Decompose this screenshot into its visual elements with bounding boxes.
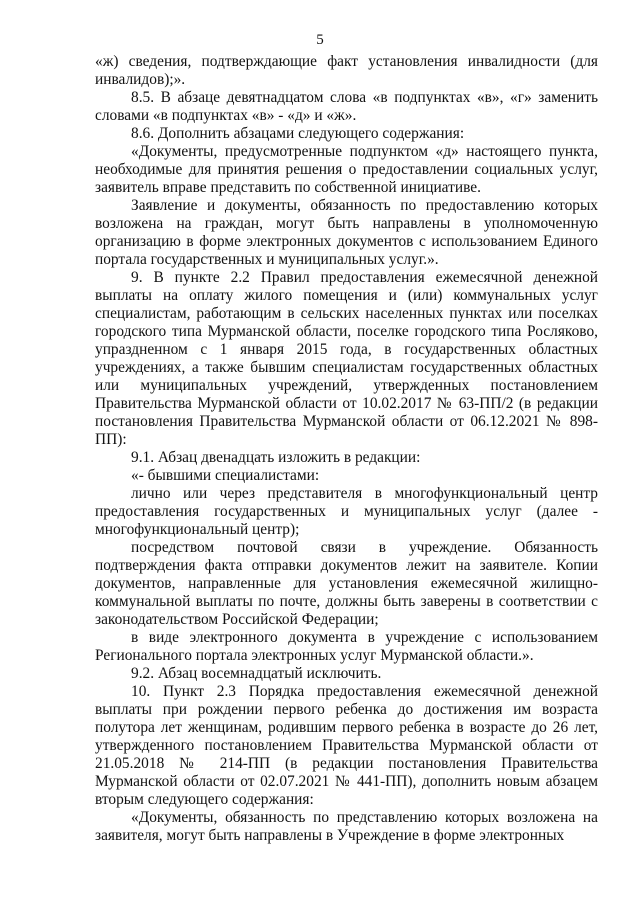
paragraph-10: посредством почтовой связи в учреждение. Обязанность подтверждения факта отправки документов лежит на заявителе. Копии документов, направленные для установления ежемесячной жилищно-коммунальной выплаты по почте, должны быть заверены в соответствии с законодательством Российской Федерации; [95, 539, 598, 628]
paragraph-13: 10. Пункт 2.3 Порядка предоставления ежемесячной денежной выплаты при рождении первого ребенка до достижения им возраста полутора лет женщинам, родившим первого ребенка в возрасте до 26 лет, утвержденного постановлением Правительства Мурманской области от 21.05.2018 № 214-ПП (в редакции постановления Правительства Мурманской области от 02.07.2021 № 441-ПП), дополнить новым абзацем вторым следующего содержания: [95, 683, 598, 808]
paragraph-6: 9. В пункте 2.2 Правил предоставления ежемесячной денежной выплаты на оплату жилого помещения и (или) коммунальных услуг специалистам, работающим в сельских населенных пунктах или поселках городского типа Мурманской области, поселке городского типа Росляково, упраздненном с 1 января 2015 года, в государственных областных учреждениях, а также бывшим специалистам государственных областных или муниципальных учреждений, утвержденных постановлением Правительства Мурманской области от 10.02.2017 № 63-ПП/2 (в редакции постановления Правительства Мурманской области от 06.12.2021 № 898-ПП): [95, 269, 598, 448]
paragraph-9: лично или через представителя в многофункциональный центр предоставления государственных и муниципальных услуг (далее - многофункциональный центр); [95, 485, 598, 538]
paragraph-3: 8.6. Дополнить абзацами следующего содержания: [131, 125, 465, 142]
paragraph-8: «- бывшими специалистами: [131, 467, 320, 484]
page-number: 5 [316, 32, 324, 48]
paragraph-7: 9.1. Абзац двенадцать изложить в редакции: [131, 449, 421, 466]
paragraph-4: «Документы, предусмотренные подпунктом «д» настоящего пункта, необходимые для принятия решения о предоставлении социальных услуг, заявитель вправе представить по собственной инициативе. [95, 143, 598, 196]
paragraph-12: 9.2. Абзац восемнадцатый исключить. [131, 665, 382, 682]
paragraph-2: 8.5. В абзаце девятнадцатом слова «в подпунктах «в», «г» заменить словами «в подпунктах «в» - «д» и «ж». [95, 89, 598, 124]
paragraph-1: «ж) сведения, подтверждающие факт установления инвалидности (для инвалидов);». [95, 53, 598, 88]
paragraph-14: «Документы, обязанность по представлению которых возложена на заявителя, могут быть направлены в Учреждение в форме электронных [95, 809, 598, 844]
paragraph-11: в виде электронного документа в учреждение с использованием Регионального портала электронных услуг Мурманской области.». [95, 629, 598, 664]
document-body [95, 53, 598, 845]
paragraph-5: Заявление и документы, обязанность по предоставлению которых возложена на граждан, могут быть направлены в уполномоченную организацию в форме электронных документов с использованием Единого портала государственных и муниципальных услуг.». [95, 197, 598, 268]
